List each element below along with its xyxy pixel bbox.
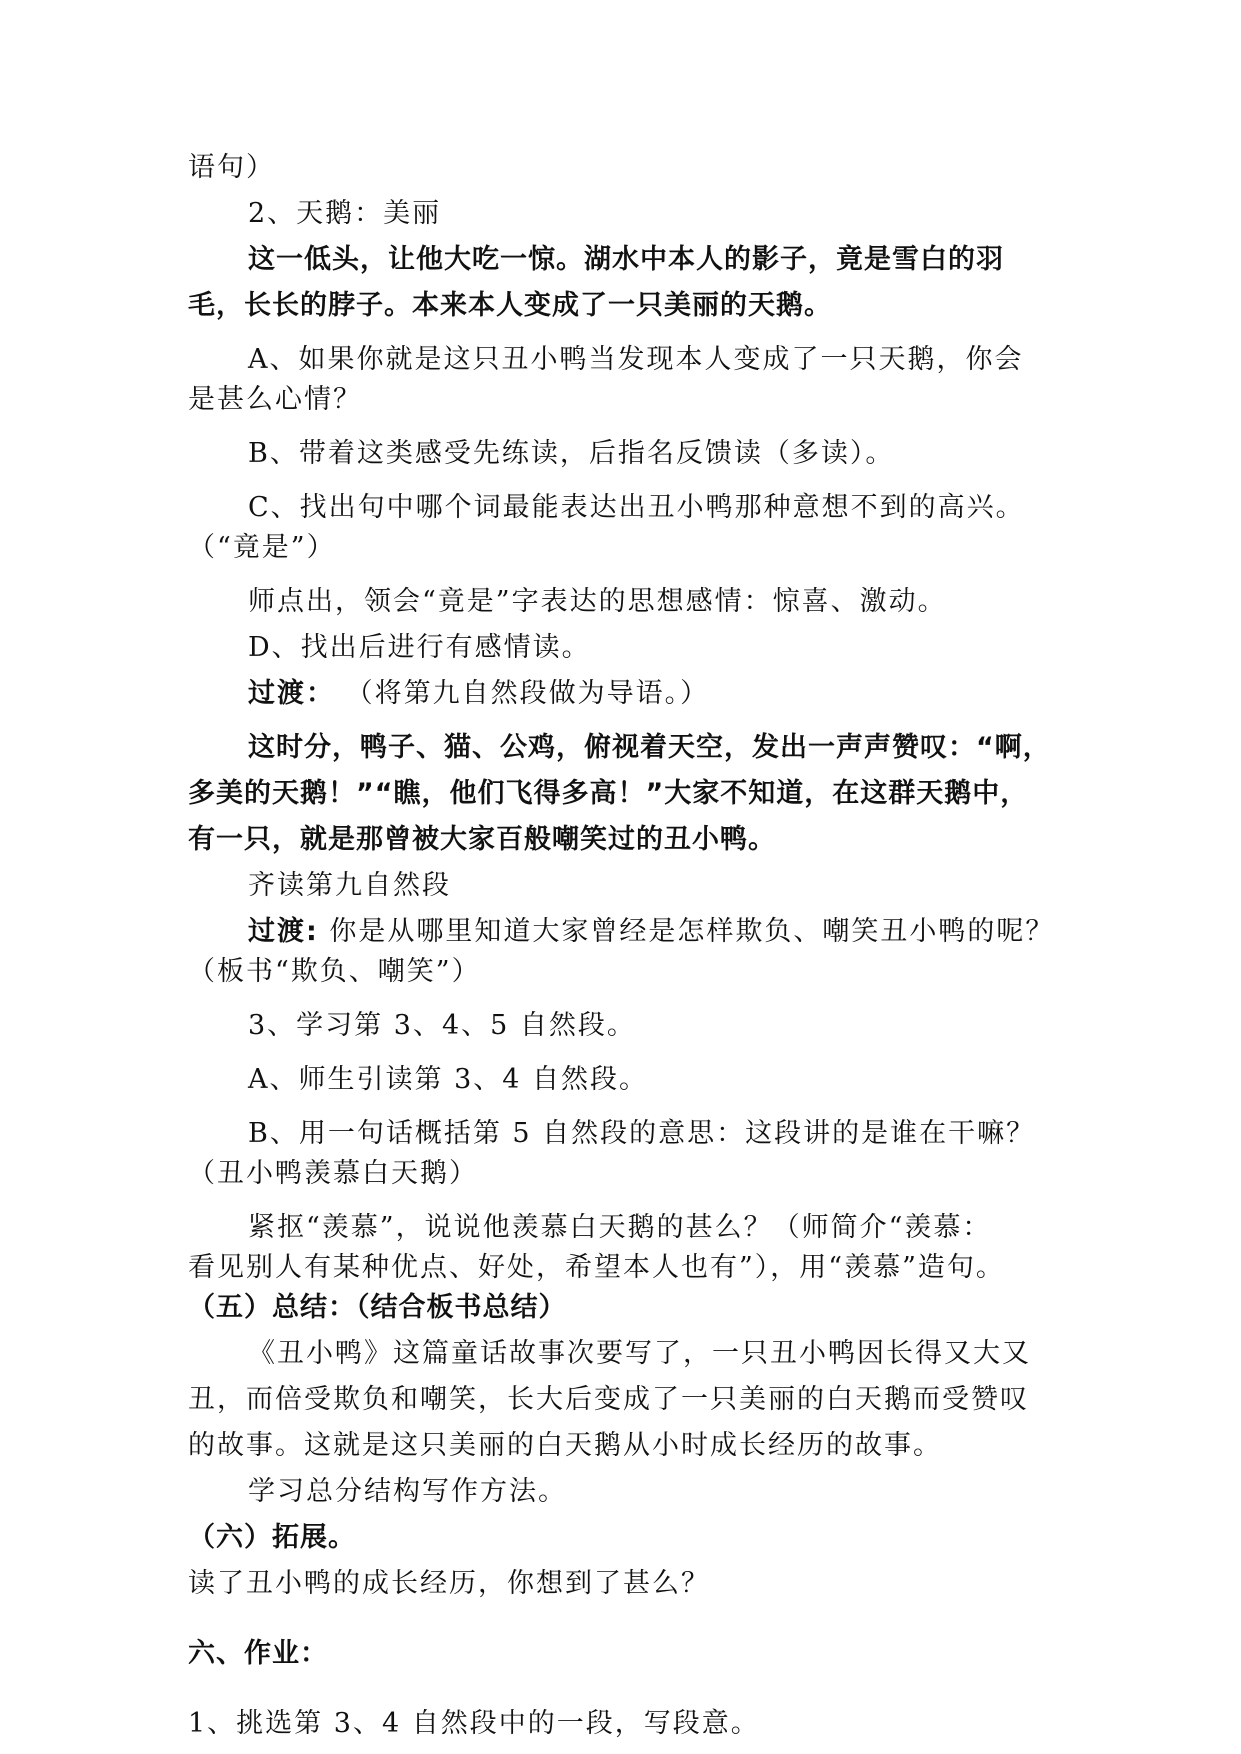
text-line: （“竟是”）: [188, 532, 336, 563]
text-line: 是甚么心情？: [188, 384, 362, 415]
transition-text: （将第九自然段做为导语。）: [345, 678, 710, 709]
section-heading: 六、作业：: [188, 1638, 328, 1669]
text-line: （板书“欺负、嘲笑”）: [188, 956, 481, 987]
text-line: 语句）: [188, 152, 275, 183]
bold-quote-line: 毛，长长的脖子。本来本人变成了一只美丽的天鹅。: [188, 290, 832, 321]
transition-line: [188, 674, 1058, 714]
transition-label: 过渡：: [248, 678, 335, 709]
transition-label: 过渡:: [248, 916, 319, 947]
bold-quote-line: 多美的天鹅！”“瞧，他们飞得多高！”大家不知道，在这群天鹅中，: [188, 778, 1029, 809]
section-heading: （五）总结：（结合板书总结）: [188, 1292, 567, 1323]
text-line: （丑小鸭羡慕白天鹅）: [188, 1158, 478, 1189]
text-line: A、如果你就是这只丑小鸭当发现本人变成了一只天鹅，你会: [248, 344, 1024, 375]
text-line: 的故事。这就是这只美丽的白天鹅从小时成长经历的故事。: [188, 1430, 942, 1461]
text-line: 1、挑选第 3、4 自然段中的一段，写段意。: [188, 1708, 760, 1739]
text-line: D、找出后进行有感情读。: [248, 632, 591, 663]
text-line: 3、学习第 3、4、5 自然段。: [248, 1010, 636, 1041]
bold-quote-line: 有一只，就是那曾被大家百般嘲笑过的丑小鸭。: [188, 824, 776, 855]
text-line: 《丑小鸭》这篇童话故事次要写了，一只丑小鸭因长得又大又: [248, 1338, 1031, 1369]
text-line: 学习总分结构写作方法。: [248, 1476, 567, 1507]
text-line: 紧抠“羡慕”，说说他羡慕白天鹅的甚么？（师简介“羡慕：: [248, 1212, 992, 1243]
text-line: B、用一句话概括第 5 自然段的意思：这段讲的是谁在干嘛？: [248, 1118, 1036, 1149]
document-page: [188, 148, 1058, 1744]
section-heading: （六）拓展。: [188, 1522, 356, 1553]
text-line: 读了丑小鸭的成长经历，你想到了甚么？: [188, 1568, 710, 1599]
text-line: B、带着这类感受先练读，后指名反馈读（多读）。: [248, 438, 895, 469]
text-line: 师点出，领会“竟是”字表达的思想感情：惊喜、激动。: [248, 586, 947, 617]
bold-quote-line: 这时分，鸭子、猫、公鸡，俯视着天空，发出一声声赞叹：“啊，: [248, 732, 1051, 763]
transition-line: [188, 912, 1058, 952]
text-line: 看见别人有某种优点、好处，希望本人也有”），用“羡慕”造句。: [188, 1252, 1005, 1283]
text-line: A、师生引读第 3、4 自然段。: [248, 1064, 649, 1095]
text-line: 齐读第九自然段: [248, 870, 451, 901]
text-line: 2、天鹅：美丽: [248, 198, 442, 229]
bold-quote-line: 这一低头，让他大吃一惊。湖水中本人的影子，竟是雪白的羽: [248, 244, 1004, 275]
text-line: 丑，而倍受欺负和嘲笑，长大后变成了一只美丽的白天鹅而受赞叹: [188, 1384, 1029, 1415]
text-line: C、找出句中哪个词最能表达出丑小鸭那种意想不到的高兴。: [248, 492, 1025, 523]
transition-text: 你是从哪里知道大家曾经是怎样欺负、嘲笑丑小鸭的呢？: [329, 916, 1055, 947]
